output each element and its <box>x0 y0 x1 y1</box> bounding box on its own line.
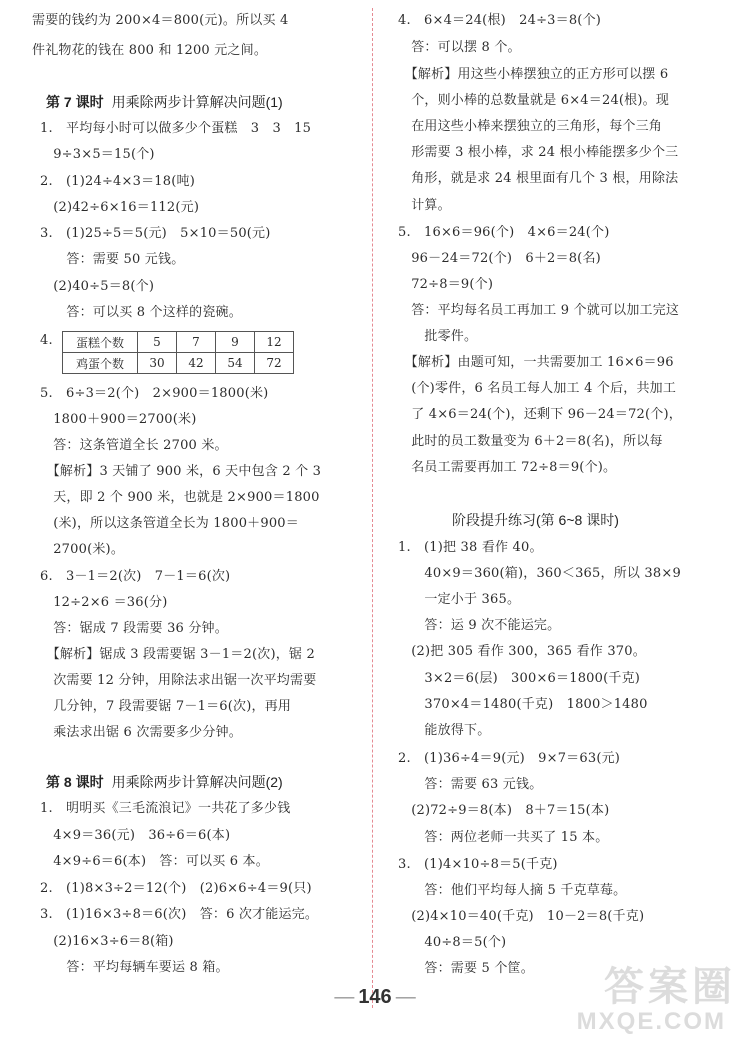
answer-line: 9÷3×5＝15(个) <box>40 147 155 162</box>
answer-line: 答：可以买 8 个这样的瓷碗。 <box>40 305 242 320</box>
answer-line: 5. 6÷3＝2(个) 2×900＝1800(米) <box>40 386 269 401</box>
column-divider <box>372 8 373 1008</box>
answer-line: 一定小于 365。 <box>398 592 521 607</box>
answer-line: 3×2＝6(层) 300×6＝1800(千克) <box>398 671 641 686</box>
answer-line: (个)零件，6 名员工每人加工 4 个后，共加工 <box>398 381 677 396</box>
table-cell: 72 <box>255 353 294 374</box>
answer-line: 答：需要 50 元钱。 <box>40 252 185 267</box>
answer-line: 答：他们平均每人摘 5 千克草莓。 <box>398 883 627 898</box>
answer-line: (米)，所以这条管道全长为 1800＋900＝ <box>40 516 299 531</box>
answer-line: (2)16×3÷6＝8(箱) <box>40 934 174 949</box>
lesson-8-title: 用乘除两步计算解决问题(2) <box>111 774 283 790</box>
answer-line: 【解析】锯成 3 段需要锯 3－1＝2(次)，锯 2 <box>40 647 315 662</box>
answer-line: 答：运 9 次不能运完。 <box>398 618 561 633</box>
answer-line: 名员工需要再加工 72÷8＝9(个)。 <box>398 460 617 475</box>
table-cell: 30 <box>138 353 177 374</box>
lesson-8-header <box>46 772 283 792</box>
answer-line: 答：需要 5 个筐。 <box>398 961 534 976</box>
answer-line: (2)40÷5＝8(个) <box>40 279 155 294</box>
answer-line: 【解析】用这些小棒摆独立的正方形可以摆 6 <box>398 67 669 82</box>
table-cell: 5 <box>138 332 177 353</box>
table-cell: 12 <box>255 332 294 353</box>
answer-line: 6. 3－1＝2(次) 7－1＝6(次) <box>40 569 231 584</box>
lesson-7-header <box>46 92 283 112</box>
intro-line: 件礼物花的钱在 800 和 1200 元之间。 <box>32 43 268 58</box>
answer-line: (2)42÷6×16＝112(元) <box>40 200 200 215</box>
answer-line: 2700(米)。 <box>40 542 125 557</box>
answer-line: 能放得下。 <box>398 723 491 738</box>
section-title: 阶段提升练习(第 6~8 课时) <box>452 512 619 528</box>
answer-line: 批零件。 <box>398 329 478 344</box>
answer-line: 形需要 3 根小棒，求 24 根小棒能摆多少个三 <box>398 145 679 160</box>
answer-line: 4×9÷6＝6(本) 答：可以买 6 本。 <box>40 854 269 869</box>
answer-line: 计算。 <box>398 198 451 213</box>
answer-line: 3. (1)25÷5＝5(元) 5×10＝50(元) <box>40 226 271 241</box>
answer-line: (2)4×10＝40(千克) 10－2＝8(千克) <box>398 909 645 924</box>
answer-line: 2. (1)8×3÷2＝12(个) (2)6×6÷4＝9(只) <box>40 881 312 896</box>
answer-line: 4. 6×4＝24(根) 24÷3＝8(个) <box>398 13 602 28</box>
table-cell: 7 <box>177 332 216 353</box>
answer-line: 几分钟，7 段需要锯 7－1＝6(次)，再用 <box>40 699 292 714</box>
answer-line: 3. (1)4×10÷8＝5(千克) <box>398 857 558 872</box>
answer-line: 72÷8＝9(个) <box>398 277 494 292</box>
answer-line: 96－24＝72(个) 6＋2＝8(名) <box>398 251 601 266</box>
table-row <box>63 353 294 374</box>
answer-line: 答：需要 63 元钱。 <box>398 777 543 792</box>
question-4-label: 4. <box>40 333 53 348</box>
answer-line: 1. 明明买《三毛流浪记》一共花了多少钱 <box>40 801 291 816</box>
answer-line: (2)72÷9＝8(本) 8＋7＝15(本) <box>398 803 610 818</box>
page-number-dash: — <box>395 986 416 1008</box>
answer-line: 3. (1)16×3÷8＝6(次) 答：6 次才能运完。 <box>40 907 319 922</box>
answer-line: 此时的员工数量变为 6＋2＝8(名)，所以每 <box>398 434 663 449</box>
answer-line: 答：平均每辆车要运 8 箱。 <box>40 960 229 975</box>
answer-line: 4×9＝36(元) 36÷6＝6(本) <box>40 828 231 843</box>
table-cell: 42 <box>177 353 216 374</box>
answer-line: 5. 16×6＝96(个) 4×6＝24(个) <box>398 225 610 240</box>
cake-egg-table <box>62 331 294 374</box>
table-row <box>63 332 294 353</box>
lesson-8-number: 第 8 课时 <box>46 774 104 790</box>
lesson-7-title: 用乘除两步计算解决问题(1) <box>111 94 283 110</box>
intro-line: 需要的钱约为 200×4＝800(元)。所以买 4 <box>32 13 289 28</box>
answer-line: 天，即 2 个 900 米，也就是 2×900＝1800 <box>40 490 320 505</box>
table-header-cell: 鸡蛋个数 <box>63 353 138 374</box>
answer-line: 答：平均每名员工再加工 9 个就可以加工完这 <box>398 303 680 318</box>
answer-line: 12÷2×6 ＝36(分) <box>40 595 168 610</box>
answer-line: 40÷8＝5(个) <box>398 935 507 950</box>
answer-line: 答：锯成 7 段需要 36 分钟。 <box>40 621 228 636</box>
answer-line: 1800＋900＝2700(米) <box>40 412 197 427</box>
table-header-cell: 蛋糕个数 <box>63 332 138 353</box>
answer-line: 乘法求出锯 6 次需要多少分钟。 <box>40 725 242 740</box>
answer-line: 了 4×6＝24(个)，还剩下 96－24＝72(个)， <box>398 407 682 422</box>
answer-line: 答：可以摆 8 个。 <box>398 40 521 55</box>
answer-line: 【解析】由题可知，一共需要加工 16×6＝96 <box>398 355 674 370</box>
watermark-logo: 答案圈 <box>604 964 736 1010</box>
lesson-7-number: 第 7 课时 <box>46 94 104 110</box>
answer-line: 在用这些小棒来摆独立的三角形，每个三角 <box>398 119 663 134</box>
page-number-dash: — <box>334 986 355 1008</box>
answer-line: 370×4＝1480(千克) 1800＞1480 <box>398 697 648 712</box>
answer-line: 1. (1)把 38 看作 40。 <box>398 540 543 555</box>
answer-line: 答：两位老师一共买了 15 本。 <box>398 830 609 845</box>
answer-line: 个，则小棒的总数量就是 6×4＝24(根)。现 <box>398 93 670 108</box>
answer-line: 1. 平均每小时可以做多少个蛋糕 3 3 15 <box>40 121 312 136</box>
page-number-value: 146 <box>358 986 392 1008</box>
answer-line: 次需要 12 分钟，用除法求出锯一次平均需要 <box>40 673 317 688</box>
table-cell: 54 <box>216 353 255 374</box>
answer-line: 2. (1)24÷4×3＝18(吨) <box>40 174 195 189</box>
answer-line: 角形，就是求 24 根里面有几个 3 根，用除法 <box>398 171 679 186</box>
answer-line: 【解析】3 天铺了 900 米，6 天中包含 2 个 3 <box>40 464 322 479</box>
answer-line: 答：这条管道全长 2700 米。 <box>40 438 228 453</box>
answer-line: (2)把 305 看作 300，365 看作 370。 <box>398 644 646 659</box>
table-cell: 9 <box>216 332 255 353</box>
answer-line: 40×9＝360(箱)，360＜365，所以 38×9 <box>398 566 681 581</box>
answer-line: 2. (1)36÷4＝9(元) 9×7＝63(元) <box>398 751 621 766</box>
watermark-url: MXQE.COM <box>576 1008 726 1035</box>
